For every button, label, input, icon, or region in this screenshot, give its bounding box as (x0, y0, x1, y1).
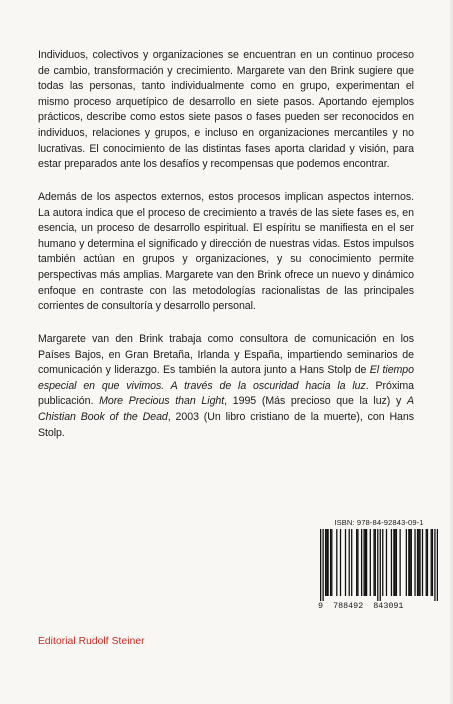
barcode-bar (395, 529, 396, 596)
author-bio-text (38, 332, 414, 441)
publisher-name: Editorial Rudolf Steiner (38, 636, 145, 647)
barcode-bar (408, 529, 409, 596)
barcode-bar (357, 529, 358, 596)
bio-text-part-1: Margarete van den Brink trabaja como consultora de comunicación en los Países Bajos, en Gran Bretaña, Irlanda y España, impartiendo seminarios de comunicación y liderazgo. Es también la autora junto a Hans Stolp de (38, 333, 414, 377)
barcode-bar (345, 529, 346, 596)
blurb-paragraph-2 (38, 190, 414, 315)
barcode-bar (370, 529, 371, 596)
bio-text-part-2: . Próxima publicación. (38, 379, 414, 408)
barcode-bar (422, 529, 423, 596)
barcode-bar (419, 529, 420, 596)
barcode-bar (391, 529, 392, 596)
barcode-bar (399, 529, 400, 596)
barcode-bar (418, 529, 419, 596)
barcode-bar (427, 529, 428, 596)
barcode-bar (320, 529, 321, 601)
barcode-image (320, 529, 438, 601)
barcode-bar (351, 529, 352, 596)
barcode-bar (426, 529, 427, 596)
barcode-bar (417, 529, 418, 596)
barcode-bar (349, 529, 350, 596)
barcode-bar (366, 529, 367, 596)
barcode-bar (373, 529, 374, 596)
barcode-bar (356, 529, 357, 596)
blurb-text-2: Además de los aspectos externos, estos procesos implican aspectos internos. La autora indica que el proceso de crecimiento a través de las siete fases es, en esencia, un proceso de desarrollo espiritual. El espíritu se manifiesta en el ser humano y determina el significado y dirección de nuestras vidas. Estos impulsos también actúan en grupos y organizaciones, y su conocimiento permite perspectivas más amplias. Margarete van den Brink ofrece un nuevo y dinámico enfoque en contraste con las metodologías racionalistas de las principales corrientes de consultoría y desarrollo personal. (38, 191, 414, 313)
barcode-bar (331, 529, 332, 596)
barcode-bar (431, 529, 432, 596)
barcode-bar (325, 529, 326, 596)
barcode-bar (409, 529, 410, 596)
barcode-bar (336, 529, 337, 596)
barcode-bar (406, 529, 407, 596)
isbn-barcode-block (318, 518, 440, 612)
barcode-digits: 9 788492 843091 (318, 601, 404, 611)
blurb-paragraph-1 (38, 48, 414, 173)
bio-text-part-4: , 2003 (Un libro cristiano de la muerte), con Hans Stolp. (38, 410, 414, 439)
isbn-label: ISBN: 978-84-92843-09-1 (334, 518, 424, 527)
barcode-bar (322, 529, 323, 601)
barcode-bar (432, 529, 433, 596)
barcode-bar (382, 529, 383, 596)
barcode-bar (396, 529, 397, 596)
bio-text-part-3: , 1995 (Más precioso que la luz) y (224, 395, 407, 408)
page-edge (449, 0, 453, 704)
barcode-bar (380, 529, 381, 601)
book-title-2: More Precious than Light (99, 395, 225, 408)
barcode-bar (361, 529, 362, 596)
barcode-bar (386, 529, 387, 596)
barcode-bar (327, 529, 328, 596)
author-bio-paragraph (38, 332, 414, 441)
barcode-bar (365, 529, 366, 596)
barcode-bar (375, 529, 376, 596)
barcode-bar (393, 529, 394, 596)
barcode-bar (434, 529, 435, 601)
barcode-bar (340, 529, 341, 596)
barcode-bar (326, 529, 327, 596)
barcode-bar (363, 529, 364, 596)
barcode-bar (437, 529, 438, 601)
book-title-3: A Chistian Book of the Dead (38, 395, 414, 423)
barcode-bar (330, 529, 331, 596)
barcode-bar (411, 529, 412, 596)
book-title-1: El tiempo especial en que vivimos. A través de la oscuridad hacia la luz (38, 364, 414, 392)
barcode-bar (377, 529, 378, 601)
blurb-text-1: Individuos, colectivos y organizaciones se encuentran en un continuo proceso de cambio, transformación y crecimiento. Margarete van den Brink sugiere que todas las personas, tanto individualmente como en grupo, experimentan el mismo proceso arquetípico de desarrollo en siete pasos. Aportando ejemplos prácticos, describe como estos siete pasos o fases pueden ser reconocidos en individuos, relaciones y grupos, e incluso en organizaciones mercantiles y no lucrativas. El conocimiento de las distintas fases aporta claridad y visión, para estar preparados ante los desafíos y recompensas que podemos encontrar. (38, 49, 414, 171)
barcode-bar (414, 529, 415, 596)
